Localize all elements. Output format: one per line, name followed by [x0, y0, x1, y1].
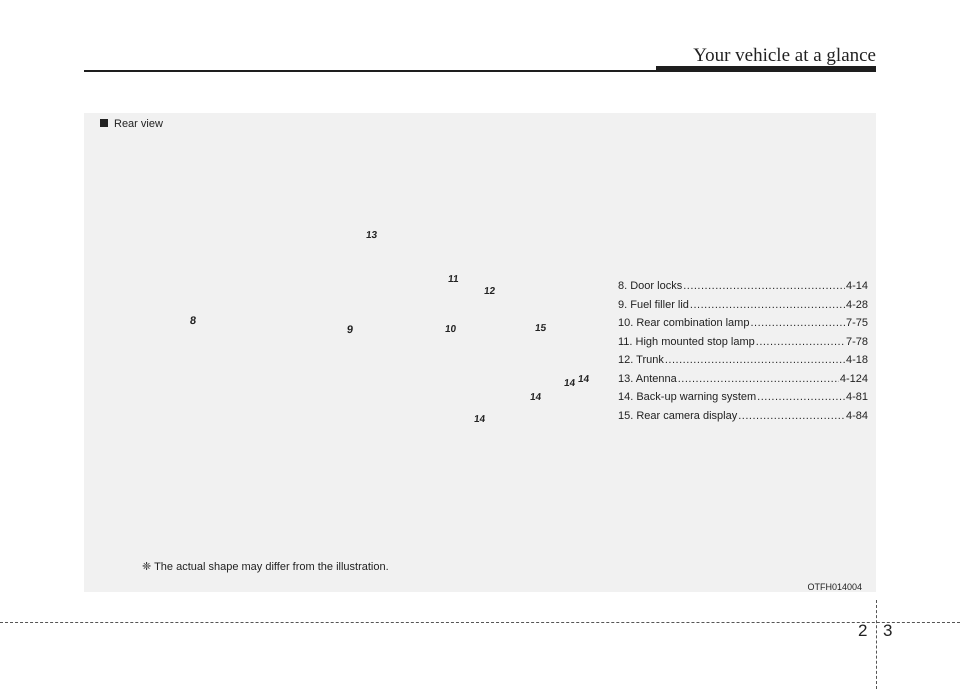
legend-item: 11. High mounted stop lamp ..... 7-78: [618, 336, 868, 355]
section-label: [100, 118, 163, 130]
legend-item: 13. Antenna ..... 4-124: [618, 373, 868, 392]
section-label-text: Rear view: [114, 118, 163, 130]
callout-14b: 14: [577, 374, 590, 385]
header-title: Your vehicle at a glance: [693, 45, 876, 66]
callout-11: 11: [447, 274, 460, 285]
callout-14c: 14: [529, 392, 542, 403]
header-rule-accent: [656, 66, 876, 72]
callout-14a: 14: [563, 378, 576, 389]
footer-dashed-rule: [0, 622, 960, 623]
callout-12: 12: [483, 286, 496, 297]
page-chapter-number: 2: [858, 621, 868, 640]
legend-item: 8. Door locks ..... 4-14: [618, 280, 868, 299]
callout-10: 10: [444, 324, 457, 335]
callout-8: 8: [189, 315, 197, 327]
legend-item: 10. Rear combination lamp ..... 7-75: [618, 317, 868, 336]
legend-item: 15. Rear camera display ..... 4-84: [618, 410, 868, 429]
figure-code: OTFH014004: [807, 582, 862, 592]
callout-13: 13: [365, 230, 378, 241]
page-number: 3: [883, 621, 893, 640]
illustration-note: ❈ The actual shape may differ from the illustration.: [142, 561, 389, 573]
callout-14d: 14: [473, 414, 486, 425]
callout-15: 15: [534, 323, 547, 334]
footer-dashed-divider: [876, 600, 877, 689]
legend-item: 9. Fuel filler lid ..... 4-28: [618, 299, 868, 318]
illustration-panel: [84, 113, 876, 592]
legend-item: 14. Back-up warning system ..... 4-81: [618, 391, 868, 410]
callout-9: 9: [346, 324, 354, 336]
legend-list: [618, 280, 868, 428]
bullet-square-icon: [100, 119, 108, 127]
legend-item: 12. Trunk ..... 4-18: [618, 354, 868, 373]
